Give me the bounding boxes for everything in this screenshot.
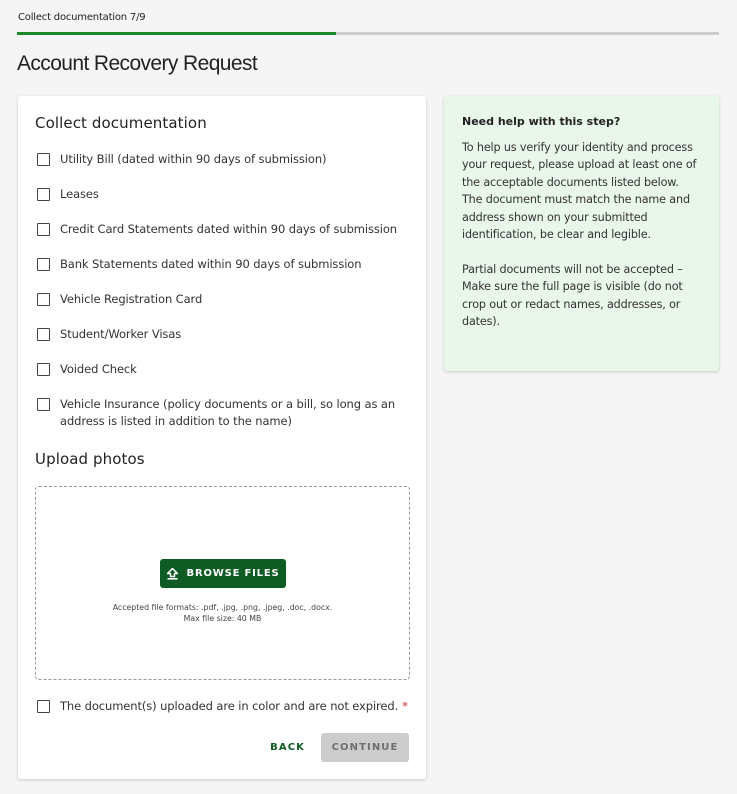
confirm-label-text: The document(s) uploaded are in color and are not expired.: [60, 699, 399, 713]
document-option-utility-bill[interactable]: [37, 152, 407, 187]
upload-photos-heading: Upload photos: [35, 450, 145, 468]
progress-step-label: Collect documentation 7/9: [18, 12, 146, 23]
checkbox[interactable]: [37, 293, 50, 306]
checkbox[interactable]: [37, 398, 50, 411]
document-option-bank-statements[interactable]: [37, 257, 407, 292]
back-button[interactable]: BACK: [270, 742, 305, 753]
page-title: Account Recovery Request: [17, 52, 258, 75]
document-option-credit-card-statements[interactable]: [37, 222, 407, 257]
collect-documentation-heading: Collect documentation: [35, 114, 207, 132]
checkbox[interactable]: [37, 363, 50, 376]
max-file-size-text: Max file size: 40 MB: [183, 614, 262, 623]
documentation-form-card: [18, 96, 426, 779]
accepted-formats-text: Accepted file formats: .pdf, .jpg, .png, .jpeg, .doc, .docx.: [112, 603, 333, 612]
checkbox-label: Credit Card Statements dated within 90 days of submission: [60, 222, 397, 236]
document-option-vehicle-insurance[interactable]: [37, 397, 407, 442]
checkbox[interactable]: [37, 700, 50, 713]
checkbox[interactable]: [37, 223, 50, 236]
document-checklist: [37, 152, 407, 442]
checkbox-label: Student/Worker Visas: [60, 327, 182, 341]
upload-icon: [167, 568, 178, 580]
browse-files-label: BROWSE FILES: [186, 568, 280, 579]
document-option-leases[interactable]: [37, 187, 407, 222]
help-panel: [444, 96, 719, 371]
document-option-visas[interactable]: [37, 327, 407, 362]
checkbox[interactable]: [37, 153, 50, 166]
progress-bar-fill: [17, 32, 336, 35]
checkbox-label: Voided Check: [60, 362, 137, 376]
checkbox[interactable]: [37, 328, 50, 341]
document-option-voided-check[interactable]: [37, 362, 407, 397]
checkbox[interactable]: [37, 188, 50, 201]
checkbox-label: Utility Bill (dated within 90 days of submission): [60, 152, 327, 166]
help-paragraph: Partial documents will not be accepted – Make sure the full page is visible (do not crop out or redact names, addresses, or dates).: [462, 262, 683, 329]
help-title: Need help with this step?: [462, 115, 621, 128]
continue-button[interactable]: CONTINUE: [321, 733, 409, 762]
required-asterisk: *: [402, 699, 408, 713]
form-actions: [266, 733, 409, 762]
checkbox-label: [60, 698, 408, 715]
confirm-color-not-expired[interactable]: [37, 699, 408, 715]
progress-bar: [17, 32, 719, 35]
file-requirements: [36, 602, 409, 624]
checkbox[interactable]: [37, 258, 50, 271]
checkbox-label: Vehicle Insurance (policy documents or a bill, so long as an address is listed in addition to the name): [60, 397, 396, 428]
file-dropzone[interactable]: [35, 486, 410, 680]
help-paragraph: To help us verify your identity and process your request, please upload at least one of the acceptable documents listed below. The document must match the name and address shown on your submitted identification, be clear and legible.: [462, 141, 697, 242]
browse-files-button[interactable]: [160, 559, 286, 588]
checkbox-label: Leases: [60, 187, 99, 201]
document-option-vehicle-registration[interactable]: [37, 292, 407, 327]
checkbox-label: Vehicle Registration Card: [60, 292, 203, 306]
checkbox-label: Bank Statements dated within 90 days of submission: [60, 257, 362, 271]
